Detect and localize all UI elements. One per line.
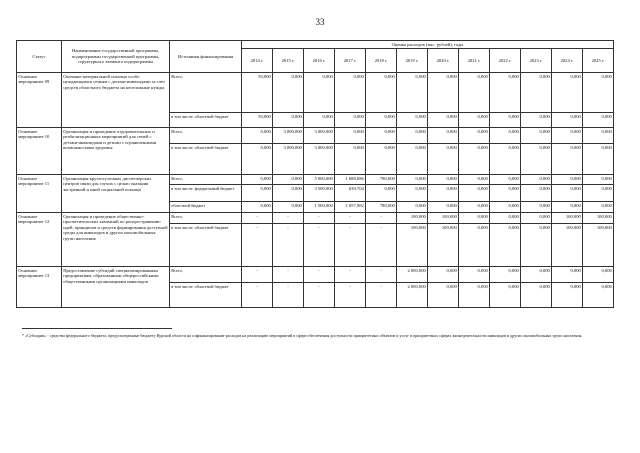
expense-value: 0,000 [273,202,304,213]
header-year: 2024 г. [552,49,583,73]
funding-source: Всего, [170,213,242,224]
expense-value: 0,000 [397,113,428,128]
expense-value: 0,000 [335,144,366,175]
expense-value: 0,000 [490,185,521,202]
expense-value: 3 000,000 [273,144,304,175]
expense-value: 0,000 [304,113,335,128]
activity-name: Предоставление субсидий специализированным предприятиям, образованным общероссийскими общественными организациями инвалидов [62,267,170,308]
activity-name: Организация и проведение общественно-просветительских кампаний по распространению идей, принципов и средств формирования доступной среды для инвалидов и других маломобильных групп населения [62,213,170,267]
expense-value: - [242,283,273,308]
expense-value: 0,000 [428,267,459,283]
expense-value: 0,000 [459,185,490,202]
expense-value: 0,000 [273,185,304,202]
header-row-top [17,41,614,49]
expense-value: 0,000 [273,113,304,128]
header-year: 2017 г. [335,49,366,73]
expense-value: 0,000 [366,113,397,128]
activity-status: Основное мероприятие 10 [17,128,62,175]
expense-value: 0,000 [428,73,459,113]
expense-value: 100,000 [583,224,614,267]
expense-value: 0,000 [490,128,521,144]
expense-value: 0,000 [490,267,521,283]
expense-value: - [242,267,273,283]
expense-value: 0,000 [490,213,521,224]
expense-value: 0,000 [428,128,459,144]
expense-value: 0,000 [583,185,614,202]
expense-value: - [304,224,335,267]
expense-value: 1 688,686 [335,175,366,185]
expense-value: 0,000 [397,202,428,213]
funding-source: в том числе: федеральный бюджет [170,185,242,202]
expense-value: 0,000 [583,144,614,175]
expense-value: - [366,283,397,308]
funding-source: Всего, [170,175,242,185]
header-year: 2021 г. [459,49,490,73]
expense-value: - [335,224,366,267]
expense-value: 0,000 [552,113,583,128]
header-year: 2022 г. [490,49,521,73]
expense-value: 0,000 [428,202,459,213]
expense-value: 0,000 [490,224,521,267]
header-year: 2015 г. [273,49,304,73]
header-year: 2019 г. [397,49,428,73]
expense-value: 0,000 [521,144,552,175]
expense-value: 0,000 [583,267,614,283]
funding-source: в том числе: областной бюджет [170,113,242,128]
expense-value: - [304,283,335,308]
funding-source: Всего, [170,73,242,113]
expense-value: 0,000 [459,113,490,128]
expense-value: 0,000 [552,128,583,144]
table-row [17,175,614,185]
expense-value: - [242,213,273,224]
expense-value: 0,000 [459,73,490,113]
expense-value: 0,000 [242,185,273,202]
activity-status: Основное мероприятие 11 [17,175,62,213]
header-year: 2018 г. [366,49,397,73]
table-row [17,267,614,283]
expense-value: - [335,267,366,283]
budget-table [16,40,614,308]
page-number: 33 [315,17,325,27]
budget-table-wrapper [16,40,614,308]
activity-name: Оказание материальной помощи особо нуждающимся семьям с детьми-инвалидами за счет средств областного бюджета на неотложные нужды [62,73,170,128]
expense-value: 0,000 [521,213,552,224]
expense-value: 0,000 [521,73,552,113]
expense-value: 0,000 [552,267,583,283]
expense-value: 0,000 [273,73,304,113]
expense-value: 0,000 [459,128,490,144]
header-sources: Источники финансирования [170,41,242,73]
expense-value: - [242,224,273,267]
expense-value: 0,000 [490,202,521,213]
expense-value: 3 000,000 [304,144,335,175]
expense-value: 0,000 [583,175,614,185]
expense-value: 0,000 [583,283,614,308]
funding-source: Всего, [170,128,242,144]
expense-value: 0,000 [459,224,490,267]
expense-value: 0,000 [304,73,335,113]
expense-value: 0,000 [521,283,552,308]
header-status: Статус [17,41,62,73]
expense-value: - [273,224,304,267]
expense-value: - [366,224,397,267]
expense-value: 2 000,000 [397,267,428,283]
expense-value: - [366,213,397,224]
expense-value: 0,000 [552,73,583,113]
expense-value: 780,000 [366,202,397,213]
budget-table-body [17,73,614,308]
funding-source: Всего, [170,267,242,283]
expense-value: 0,000 [428,144,459,175]
expense-value: 0,000 [459,202,490,213]
expense-value: 0,000 [490,144,521,175]
header-year: 2020 г. [428,49,459,73]
expense-value: 0,000 [428,113,459,128]
expense-value: 100,000 [397,213,428,224]
expense-value: 100,000 [552,213,583,224]
expense-value: 0,000 [459,267,490,283]
expense-value: 0,000 [521,113,552,128]
table-row [17,213,614,224]
activity-name: Организация и проведение оздоровительных и реабилитационных мероприятий для семей с детьми-инвалидами и детьми с ограниченными возможностями здоровья [62,128,170,175]
header-estimate: Оценка расходов (тыс. рублей), годы [242,41,614,49]
expense-value: 0,000 [335,113,366,128]
expense-value: 0,000 [366,144,397,175]
expense-value: 1 057,982 [335,202,366,213]
expense-value: 0,000 [583,73,614,113]
expense-value: 0,000 [552,185,583,202]
expense-value: 100,000 [428,213,459,224]
activity-status: Основное мероприятие 12 [17,213,62,267]
expense-value: 50,000 [242,113,273,128]
table-row [17,128,614,144]
expense-value: 630,704 [335,185,366,202]
funding-source: в том числе: областной бюджет [170,144,242,175]
expense-value: - [273,213,304,224]
expense-value: 3 000,000 [273,128,304,144]
expense-value: - [335,213,366,224]
expense-value: 0,000 [242,128,273,144]
expense-value: 100,000 [583,213,614,224]
expense-value: 0,000 [490,283,521,308]
expense-value: 0,000 [397,185,428,202]
header-program-name: Наименование государственной программы, подпрограммы государственной программы, структурного элемента подпрограммы [62,41,170,73]
expense-value: - [366,267,397,283]
expense-value: - [273,267,304,283]
expense-value: 0,000 [397,144,428,175]
expense-value: 2 000,000 [397,283,428,308]
expense-value: 0,000 [459,283,490,308]
header-year: 2025 г. [583,49,614,73]
expense-value: - [304,213,335,224]
expense-value: 100,000 [397,224,428,267]
expense-value: 0,000 [583,128,614,144]
expense-value: 0,000 [366,73,397,113]
expense-value: 0,000 [397,73,428,113]
expense-value: - [335,283,366,308]
expense-value: 0,000 [273,175,304,185]
footnote-divider [22,328,172,329]
expense-value: 0,000 [521,267,552,283]
expense-value: - [304,267,335,283]
expense-value: 0,000 [583,113,614,128]
table-row [17,73,614,113]
expense-value: 0,000 [583,202,614,213]
expense-value: 0,000 [397,128,428,144]
expense-value: 0,000 [490,175,521,185]
footnote: * «Субсидии» - средства федерального бюджета, предусмотренные бюджету Курской области на софинансирование расходов на реализацию мероприятий в сфере обеспечения доступности приоритетных объектов и услуг в приоритетных сферах жизнедеятельности инвалидов и других маломобильных групп населения. [22,333,583,338]
expense-value: 0,000 [366,185,397,202]
expense-value: 0,000 [552,283,583,308]
expense-value: 0,000 [366,128,397,144]
expense-value: 0,000 [335,128,366,144]
expense-value: 0,000 [552,144,583,175]
activity-name: Организация круглосуточных диспетчерских центров связи для глухих с целью оказания экстренной и иной социальной помощи [62,175,170,213]
expense-value: 780,000 [366,175,397,185]
expense-value: 0,000 [459,175,490,185]
expense-value: 0,000 [428,175,459,185]
expense-value: 100,000 [428,224,459,267]
expense-value: - [273,283,304,308]
expense-value: 0,000 [521,185,552,202]
activity-status: Основное мероприятие 09 [17,73,62,128]
expense-value: 0,000 [428,185,459,202]
funding-source: в том числе: областной бюджет [170,224,242,267]
expense-value: 0,000 [521,175,552,185]
funding-source: областной бюджет [170,202,242,213]
expense-value: 3 000,000 [304,128,335,144]
activity-status: Основное мероприятие 13 [17,267,62,308]
expense-value: 0,000 [490,73,521,113]
expense-value: 1 500,000 [304,202,335,213]
expense-value: 100,000 [552,224,583,267]
expense-value: 3 500,000 [304,185,335,202]
expense-value: 0,000 [552,175,583,185]
expense-value: 0,000 [335,73,366,113]
expense-value: 0,000 [242,144,273,175]
expense-value: 0,000 [552,202,583,213]
expense-value: 5 000,000 [304,175,335,185]
expense-value: 0,000 [521,128,552,144]
expense-value: 0,000 [459,144,490,175]
expense-value: 0,000 [428,283,459,308]
expense-value: 0,000 [521,202,552,213]
expense-value: 0,000 [242,202,273,213]
expense-value: 0,000 [459,213,490,224]
expense-value: 0,000 [490,113,521,128]
header-year: 2016 г. [304,49,335,73]
expense-value: 50,000 [242,73,273,113]
funding-source: в том числе: областной бюджет [170,283,242,308]
header-year: 2014 г. [242,49,273,73]
header-year: 2023 г. [521,49,552,73]
expense-value: 0,000 [397,175,428,185]
expense-value: 0,000 [521,224,552,267]
expense-value: 0,000 [242,175,273,185]
